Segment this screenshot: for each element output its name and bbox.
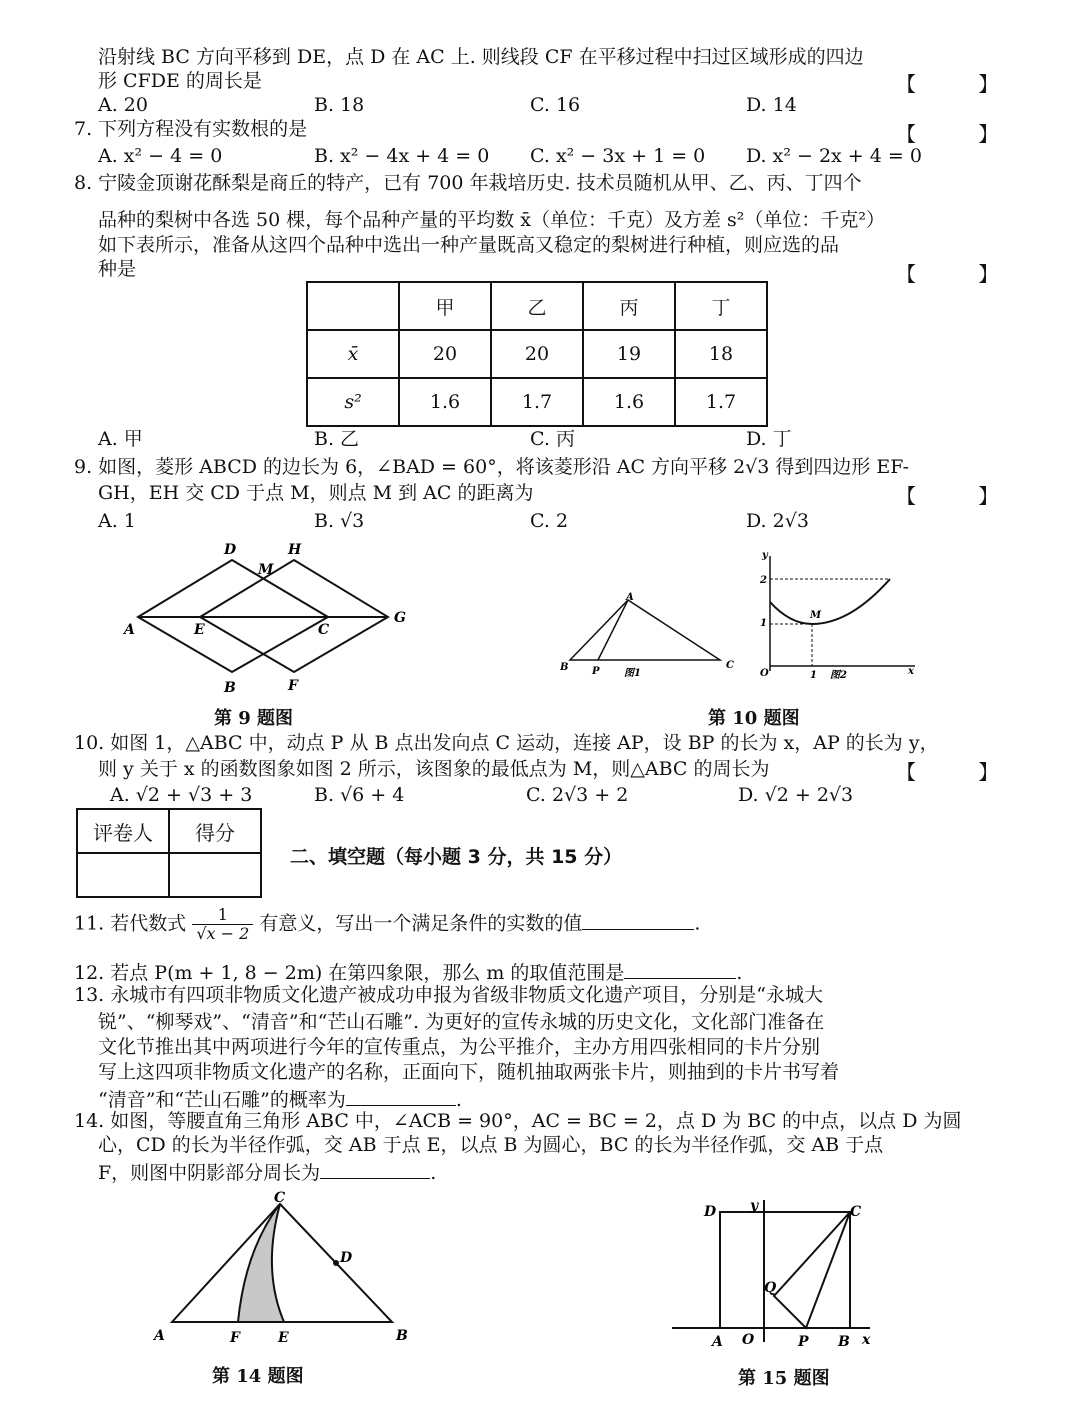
- label-d: D: [224, 542, 237, 558]
- fig10-origin: O: [760, 668, 769, 679]
- fig10-axis-y: y: [762, 550, 768, 561]
- table-cell: 丙: [583, 282, 675, 330]
- fig10-tick-1: 1: [760, 618, 767, 629]
- fig10-label-p: P: [592, 666, 600, 677]
- fig15-label-a: A: [712, 1334, 723, 1350]
- q8-line3: 如下表所示，准备从这四个品种中选出一种产量既高又稳定的梨树进行种植，则应选的品: [98, 234, 840, 256]
- q8-line2: 品种的梨树中各选 50 棵，每个品种产量的平均数 x̄（单位：千克）及方差 s²（单位：千克²）: [98, 209, 886, 231]
- table-cell: 20: [399, 330, 491, 378]
- q7-option-b: B. x² − 4x + 4 = 0: [314, 145, 490, 167]
- table-cell: 20: [491, 330, 583, 378]
- score-header-score: 得分: [169, 809, 261, 853]
- label-a: A: [124, 622, 135, 638]
- q10-figure1-triangle: [560, 590, 740, 685]
- q10-figure2-graph: [750, 546, 920, 686]
- q11: 11. 若代数式 $\frac{1}{√x - 2}$ 有意义，写出一个满足条件的实数的值 .: [74, 905, 701, 943]
- table-header-row: [307, 282, 767, 330]
- q9-option-c: C. 2: [530, 510, 569, 532]
- score-header-grader: 评卷人: [77, 809, 169, 853]
- fig10-fig1-label: 图1: [624, 668, 641, 679]
- label-f: F: [288, 678, 298, 694]
- q7-answer-bracket: 【 】: [896, 122, 1027, 146]
- q9-line1: 9. 如图，菱形 ABCD 的边长为 6，∠BAD = 60°，将该菱形沿 AC 方向平移 2√3 得到四边形 EF-: [74, 456, 910, 478]
- fig15-label-q: Q: [764, 1280, 777, 1296]
- q15-figure: [670, 1192, 890, 1352]
- fig10-label-a: A: [626, 592, 634, 603]
- q8-data-table: [306, 281, 768, 427]
- q10-caption: 第 10 题图: [708, 708, 800, 729]
- fig15-label-y: y: [750, 1198, 759, 1214]
- table-cell: 1.6: [583, 378, 675, 426]
- q9-line2: GH，EH 交 CD 于点 M，则点 M 到 AC 的距离为: [98, 482, 534, 504]
- score-cell-grader: [77, 853, 169, 897]
- label-g: G: [394, 610, 406, 626]
- q13-line3: 文化节推出其中两项进行今年的宣传重点，为公平推介，主办方用四张相同的卡片分别: [98, 1036, 821, 1058]
- fig14-label-b: B: [396, 1328, 408, 1344]
- table-cell: s²: [307, 378, 399, 426]
- q10-line2: 则 y 关于 x 的函数图象如图 2 所示，该图象的最低点为 M，则△ABC 的周长为: [98, 758, 770, 780]
- q10-line1: 10. 如图 1，△ABC 中，动点 P 从 B 点出发向点 C 运动，连接 AP，设 BP 的长为 x，AP 的长为 y，: [74, 732, 939, 754]
- q10-option-b: B. √6 + 4: [314, 784, 405, 806]
- score-table: [76, 808, 262, 898]
- label-b: B: [224, 680, 236, 696]
- q10-option-a: A. √2 + √3 + 3: [110, 784, 253, 806]
- q14-caption: 第 14 题图: [212, 1366, 304, 1387]
- function-curve: [770, 579, 890, 624]
- q14-answer-blank[interactable]: [320, 1178, 430, 1179]
- fig15-label-x: x: [862, 1332, 871, 1348]
- label-c: C: [318, 622, 330, 638]
- fig10-fig2-label: 图2: [830, 670, 847, 681]
- q13-answer-blank[interactable]: [346, 1105, 456, 1106]
- table-cell: 1.6: [399, 378, 491, 426]
- q13-line5: “清音”和“芒山石雕”的概率为 .: [98, 1089, 462, 1111]
- q13-line2: 锐”、“柳琴戏”、“清音”和“芒山石雕”. 为更好的宣传永城的历史文化，文化部门准备在: [98, 1011, 825, 1033]
- q9-option-d: D. 2√3: [746, 510, 809, 532]
- fig10-label-b: B: [560, 662, 569, 673]
- q8-option-b: B. 乙: [314, 428, 360, 450]
- table-row-variance: [307, 378, 767, 426]
- q6-line2: 形 CFDE 的周长是: [98, 70, 262, 92]
- q14-line3-text: F，则图中阴影部分周长为: [98, 1162, 321, 1184]
- label-m: M: [258, 562, 274, 578]
- fig10-tick-x1: 1: [810, 670, 817, 681]
- point-d: [333, 1260, 339, 1266]
- q11-pre: 11. 若代数式: [74, 912, 187, 935]
- q6-option-d: D. 14: [746, 94, 797, 116]
- q13-line4: 写上这四项非物质文化遗产的名称，正面向下，随机抽取两张卡片，则抽到的卡片书写着: [98, 1061, 840, 1083]
- q10-option-c: C. 2√3 + 2: [526, 784, 629, 806]
- q14-figure: [150, 1190, 420, 1350]
- q8-answer-bracket: 【 】: [896, 262, 1027, 286]
- table-row-mean: [307, 330, 767, 378]
- q9-option-b: B. √3: [314, 510, 365, 532]
- q11-numerator: 1: [192, 906, 253, 925]
- q10-answer-bracket: 【 】: [896, 760, 1027, 784]
- q6-line1: 沿射线 BC 方向平移到 DE，点 D 在 AC 上. 则线段 CF 在平移过程中扫过区域形成的四边: [98, 46, 864, 68]
- q11-fraction: [192, 906, 253, 943]
- q7-option-d: D. x² − 2x + 4 = 0: [746, 145, 922, 167]
- fig10-tick-2: 2: [760, 575, 767, 586]
- table-cell: 甲: [399, 282, 491, 330]
- fig14-label-d: D: [340, 1250, 353, 1266]
- q7-option-c: C. x² − 3x + 1 = 0: [530, 145, 706, 167]
- q8-option-d: D. 丁: [746, 428, 792, 450]
- triangle-cqp: [774, 1212, 850, 1328]
- q12: 12. 若点 P(m + 1, 8 − 2m) 在第四象限，那么 m 的取值范围是 .: [74, 962, 743, 984]
- table-cell: x̄: [307, 330, 399, 378]
- label-e: E: [194, 622, 205, 638]
- q8-line4: 种是: [98, 258, 137, 280]
- q8-line1: 8. 宁陵金顶谢花酥梨是商丘的特产，已有 700 年栽培历史. 技术员随机从甲、乙、丙、丁四个: [74, 172, 862, 194]
- q13-line5-text: “清音”和“芒山石雕”的概率为: [98, 1089, 346, 1111]
- q8-option-a: A. 甲: [98, 428, 143, 450]
- q14-line2: 心，CD 的长为半径作弧，交 AB 于点 E，以点 B 为圆心，BC 的长为半径作弧，交 AB 于点: [98, 1134, 884, 1156]
- q15-caption: 第 15 题图: [738, 1368, 830, 1389]
- q11-denominator: √x − 2: [196, 924, 250, 943]
- q9-option-a: A. 1: [98, 510, 136, 532]
- table-cell: 1.7: [491, 378, 583, 426]
- fig15-label-o: O: [742, 1332, 755, 1348]
- label-h: H: [288, 542, 302, 558]
- q9-rhombus-figure: [120, 540, 420, 700]
- table-cell: 18: [675, 330, 767, 378]
- table-cell: 19: [583, 330, 675, 378]
- fig14-label-a: A: [154, 1328, 165, 1344]
- score-cell-score: [169, 853, 261, 897]
- fig15-label-b: B: [838, 1334, 850, 1350]
- q6-option-a: A. 20: [98, 94, 148, 116]
- fig15-label-c: C: [850, 1204, 862, 1220]
- fig14-label-c: C: [274, 1190, 286, 1206]
- q9-caption: 第 9 题图: [214, 708, 294, 729]
- q11-answer-blank[interactable]: [582, 929, 694, 930]
- q10-option-d: D. √2 + 2√3: [738, 784, 854, 806]
- triangle-abc: [172, 1204, 392, 1322]
- q12-text: 12. 若点 P(m + 1, 8 − 2m) 在第四象限，那么 m 的取值范围是: [74, 962, 625, 984]
- q13-line1: 13. 永城市有四项非物质文化遗产被成功申报为省级非物质文化遗产项目，分别是“永城大: [74, 984, 823, 1006]
- fig14-label-f: F: [230, 1330, 240, 1346]
- table-cell: 丁: [675, 282, 767, 330]
- table-cell: [307, 282, 399, 330]
- fig10-axis-x: x: [908, 666, 914, 677]
- fig14-label-e: E: [278, 1330, 289, 1346]
- q14-line1: 14. 如图，等腰直角三角形 ABC 中，∠ACB = 90°，AC = BC = 2，点 D 为 BC 的中点，以点 D 为圆: [74, 1110, 962, 1132]
- square-abcd: [720, 1212, 850, 1328]
- q6-option-c: C. 16: [530, 94, 581, 116]
- q7-stem: 7. 下列方程没有实数根的是: [74, 118, 308, 140]
- q7-option-a: A. x² − 4 = 0: [98, 145, 223, 167]
- q9-answer-bracket: 【 】: [896, 484, 1027, 508]
- q8-option-c: C. 丙: [530, 428, 575, 450]
- q12-answer-blank[interactable]: [624, 978, 736, 979]
- q11-post: 有意义，写出一个满足条件的实数的值: [259, 912, 583, 935]
- fig15-label-d: D: [704, 1204, 717, 1220]
- section2-heading: 二、填空题（每小题 3 分，共 15 分）: [290, 846, 623, 868]
- table-cell: 乙: [491, 282, 583, 330]
- q6-answer-bracket: 【 】: [896, 72, 1027, 96]
- q14-line3: F，则图中阴影部分周长为 .: [98, 1162, 437, 1184]
- q6-option-b: B. 18: [314, 94, 365, 116]
- fig10-label-m: M: [810, 610, 822, 621]
- table-cell: 1.7: [675, 378, 767, 426]
- fig15-label-p: P: [798, 1334, 809, 1350]
- fig10-label-c: C: [726, 660, 734, 671]
